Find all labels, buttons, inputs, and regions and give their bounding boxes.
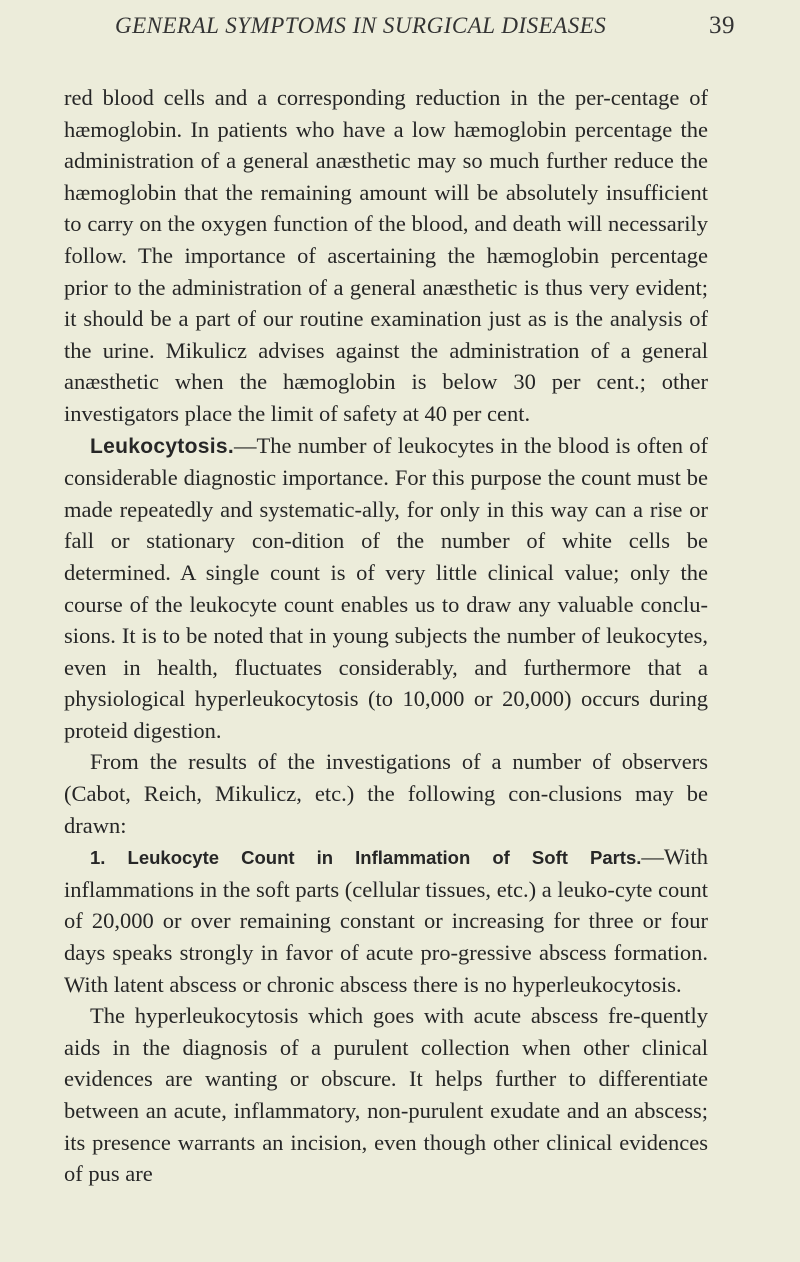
- paragraph-text: —The number of leukocytes in the blood is often of considerable diagnostic importance. For this purpose the count must be made repeatedly and systematic-ally, for only in this way can a rise or fall or stationary con-dition of the number of white cells be determined. A single count is of very little clinical value; only the course of the leukocyte count enables us to draw any valuable conclu-sions. It is to be noted that in young subjects the number of leukocytes, even in health, fluctuates considerably, and furthermore that a physiological hyperleukocytosis (to 10,000 or 20,000) occurs during proteid digestion.: [64, 432, 708, 743]
- paragraph-text: From the results of the investigations of a number of observers (Cabot, Reich, Mikulicz, etc.) the following con-clusions may be drawn:: [64, 749, 708, 838]
- paragraph-observers: [64, 746, 708, 841]
- paragraph-text: red blood cells and a corresponding reduction in the per-centage of hæmoglobin. In patients who have a low hæmoglobin percentage the administration of a general anæsthetic may so much further reduce the hæmoglobin that the remaining amount will be absolutely insufficient to carry on the oxygen function of the blood, and death will necessarily follow. The importance of ascertaining the hæmoglobin percentage prior to the administration of a general anæsthetic is thus very evident; it should be a part of our routine examination just as is the analysis of the urine. Mikulicz advises against the administration of a general anæsthetic when the hæmoglobin is below 30 per cent.; other investigators place the limit of safety at 40 per cent.: [64, 85, 708, 426]
- paragraph-text: —With inflammations in the soft parts (cellular tissues, etc.) a leuko-cyte count of 20,000 or over remaining constant or increasing for three or four days speaks strongly in favor of acute pro-gressive abscess formation. With latent abscess or chronic abscess there is no hyperleukocytosis.: [64, 844, 708, 997]
- running-head: [115, 10, 735, 42]
- paragraph-text: The hyperleukocytosis which goes with acute abscess fre-quently aids in the diagnosis of a purulent collection when other clinical evidences are wanting or obscure. It helps further to differentiate between an acute, inflammatory, non-purulent exudate and an abscess; its presence warrants an incision, even though other clinical evidences of pus are: [64, 1003, 708, 1187]
- paragraph-leukocytosis: [64, 430, 708, 747]
- paragraph-soft-parts: [64, 841, 708, 1000]
- section-heading-soft-parts: 1. Leukocyte Count in Inflammation of Soft Parts.: [90, 847, 642, 869]
- section-heading-leukocytosis: Leukocytosis.: [90, 434, 234, 458]
- body-text: [64, 82, 708, 1190]
- running-title: GENERAL SYMPTOMS IN SURGICAL DISEASES: [115, 13, 607, 38]
- paragraph-haemoglobin: [64, 82, 708, 430]
- page-number: 39: [709, 12, 735, 39]
- paragraph-acute-abscess: [64, 1000, 708, 1190]
